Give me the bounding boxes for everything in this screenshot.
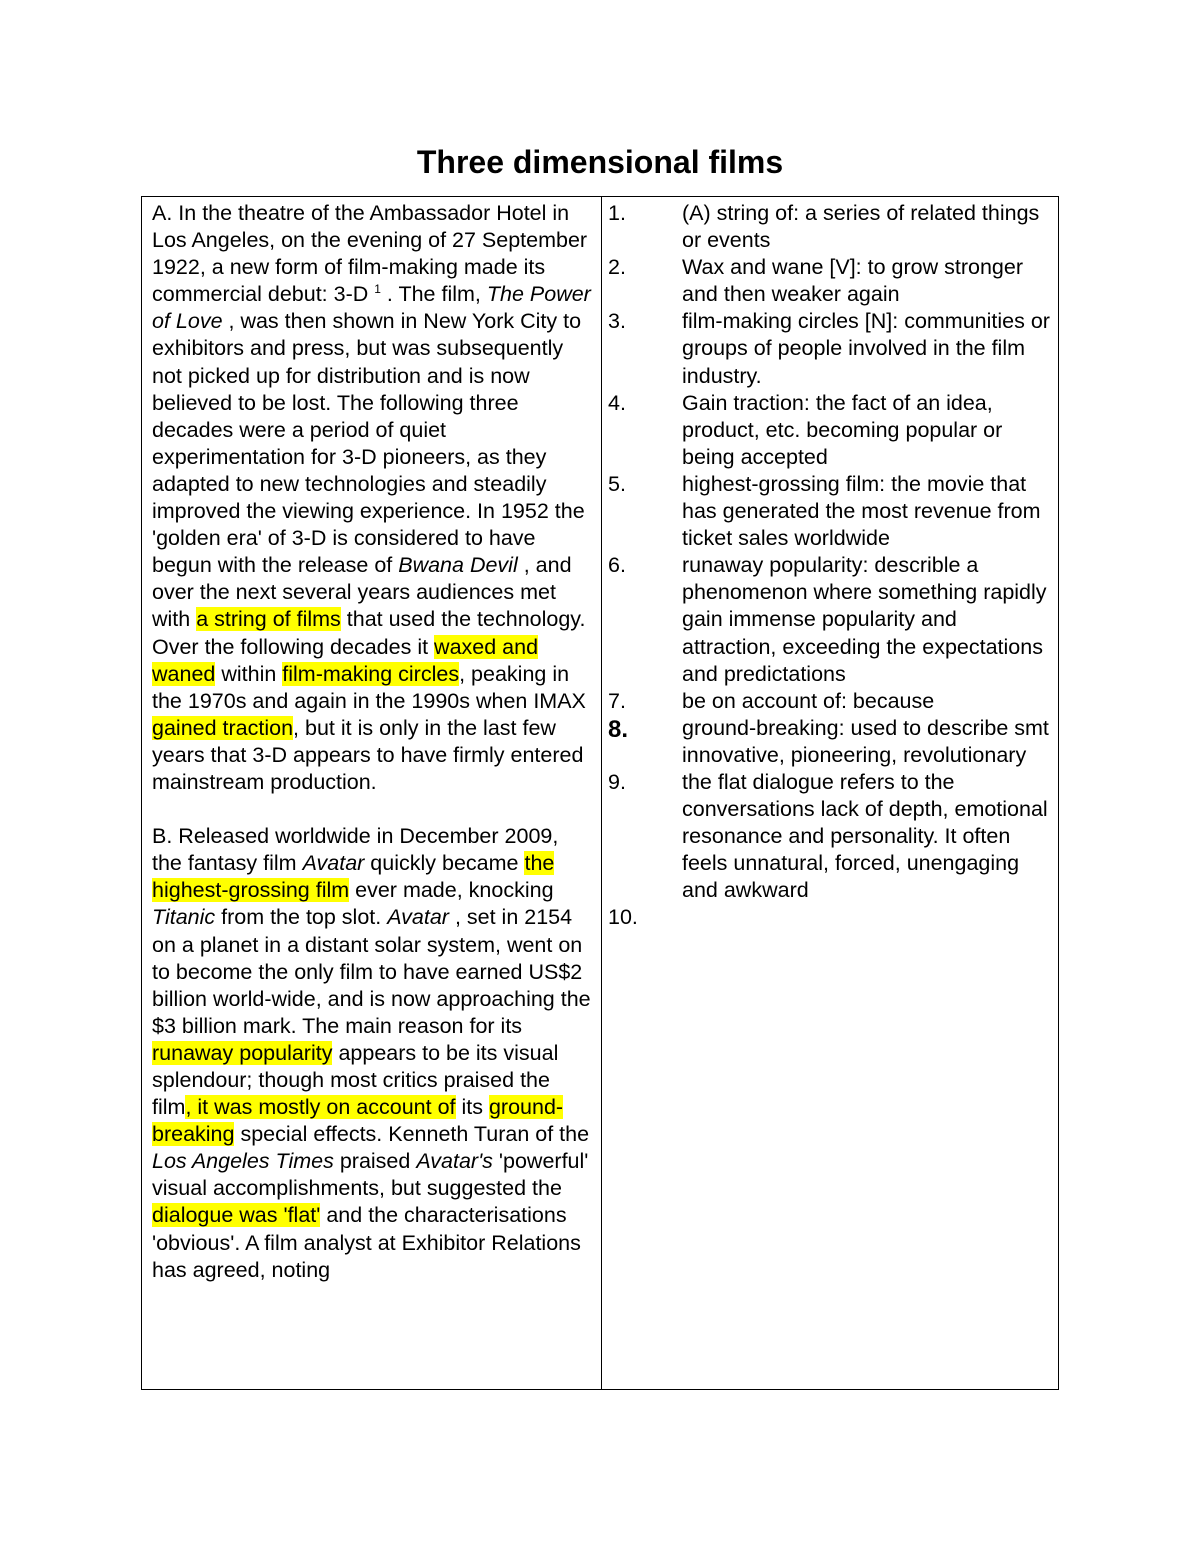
vocabulary-cell [602,197,1059,1390]
item-number: 1. [608,201,626,225]
item-definition: highest-grossing film: the movie that has generated the most revenue from ticket sales worldwide [682,471,1041,551]
italic-title: Avatar's [416,1149,493,1174]
text-run: praised [333,1149,417,1174]
item-definition [682,904,1050,931]
item-definition: film-making circles [N]: communities or groups of people involved in the film industry. [682,309,1050,388]
italic-title: Los Angeles Times [152,1149,334,1174]
text-run: ever made, knocking [349,878,554,903]
vocabulary-item [602,552,1050,687]
text-run: , but it is only in the last few years that 3-D appears to have firmly entered mainstream production. [152,715,584,794]
item-number: 4. [608,390,626,415]
italic-title: Avatar [302,851,365,876]
item-definition: Gain traction: the fact of an idea, product, etc. becoming popular or being accepted [682,390,1003,469]
vocabulary-item [602,200,1050,254]
italic-title: Titanic [152,905,216,930]
vocabulary-item [602,390,1050,471]
passage-cell [142,197,602,1390]
item-number: 6. [608,553,626,578]
paragraph-b [152,823,591,1284]
vocabulary-list [602,197,1058,932]
item-definition: be on account of: because [682,688,935,713]
text-run: appears to be its visual splendour; though most critics praised the film [152,1040,559,1120]
highlighted-phrase: runaway popularity [152,1040,333,1065]
item-definition: the flat dialogue refers to the conversations lack of depth, emotional resonance and personality. It often feels unnatural, forced, unengaging and awkward [682,769,1048,903]
highlighted-phrase: a string of films [196,607,341,632]
item-definition: ground-breaking: used to describe smt innovative, pioneering, revolutionary [682,715,1049,767]
highlighted-phrase: ground-breaking [152,1095,564,1147]
italic-title: The Power of Love [152,282,591,334]
italic-title: Bwana Devil [398,553,518,578]
text-run: , peaking in the 1970s and again in the 1990s when IMAX [152,661,586,713]
highlighted-phrase: , it was mostly on account of [185,1095,456,1120]
text-run: A. In the theatre of the Ambassador Hotel in Los Angeles, on the evening of 27 September 1922, a new form of film-making made its commercial debut: 3-D [152,201,588,307]
vocabulary-item [602,715,1050,769]
text-run: B. Released worldwide in December 2009, the fantasy film [152,824,559,876]
italic-title: Avatar [387,905,449,930]
text-run: within [215,661,283,686]
text-run: , was then shown in New York City to exhibitors and press, but was subsequently not picked up for distribution and is now believed to be lost. The following three decades were a period of quiet experimentation for 3-D pioneers, as they adapted to new technologies and steadily improved the viewing experience. In 1952 the 'golden era' of 3-D is considered to have begun with the release of [152,309,585,578]
paragraph-a [152,200,591,796]
highlighted-phrase: film-making circles [282,661,460,686]
text-run: . The film, [380,282,487,307]
page-title: Three dimensional films [416,144,784,180]
highlighted-phrase: gained traction [152,715,294,740]
text-run: and the characterisations 'obvious'. A film analyst at Exhibitor Relations has agreed, noting [152,1203,581,1282]
highlighted-phrase: the highest-grossing film [152,851,555,903]
item-definition: (A) string of: a series of related things or events [682,201,1040,253]
vocabulary-item [602,254,1050,308]
item-number: 2. [608,255,626,280]
text-run: that used the technology. Over the following decades it [152,607,586,659]
item-number: 5. [608,471,626,496]
vocabulary-item [602,308,1050,389]
text-run: its [455,1095,489,1120]
highlighted-phrase: waxed and waned [152,634,539,686]
item-definition: Wax and wane [V]: to grow stronger and then weaker again [682,255,1023,307]
vocabulary-item [602,688,1050,715]
item-number: 10. [608,905,638,930]
footnote-marker: 1 [374,282,381,297]
item-number: 7. [608,688,626,713]
item-number: 8. [608,715,629,743]
text-run: quickly became [364,851,525,876]
vocabulary-item [602,769,1050,904]
reading-passage [142,197,601,1284]
content-table [141,196,1059,1390]
text-run: , set in 2154 on a planet in a distant solar system, went on to become the only film to have earned US$2 billion world-wide, and is now approaching the $3 billion mark. The main reason for its [152,905,591,1038]
vocabulary-item [602,904,1050,931]
text-run: 'powerful' visual accomplishments, but suggested the [152,1149,589,1201]
highlighted-phrase: dialogue was 'flat' [152,1203,321,1228]
text-run: special effects. Kenneth Turan of the [234,1122,590,1147]
text-run: , and over the next several years audiences met with [152,553,572,632]
text-run: from the top slot. [215,905,388,930]
item-number: 3. [608,309,626,334]
item-number: 9. [608,769,626,794]
item-definition: runaway popularity: describle a phenomenon where something rapidly gain immense popularity and attraction, exceeding the expectations and predictations [682,553,1047,686]
vocabulary-item [602,471,1050,552]
